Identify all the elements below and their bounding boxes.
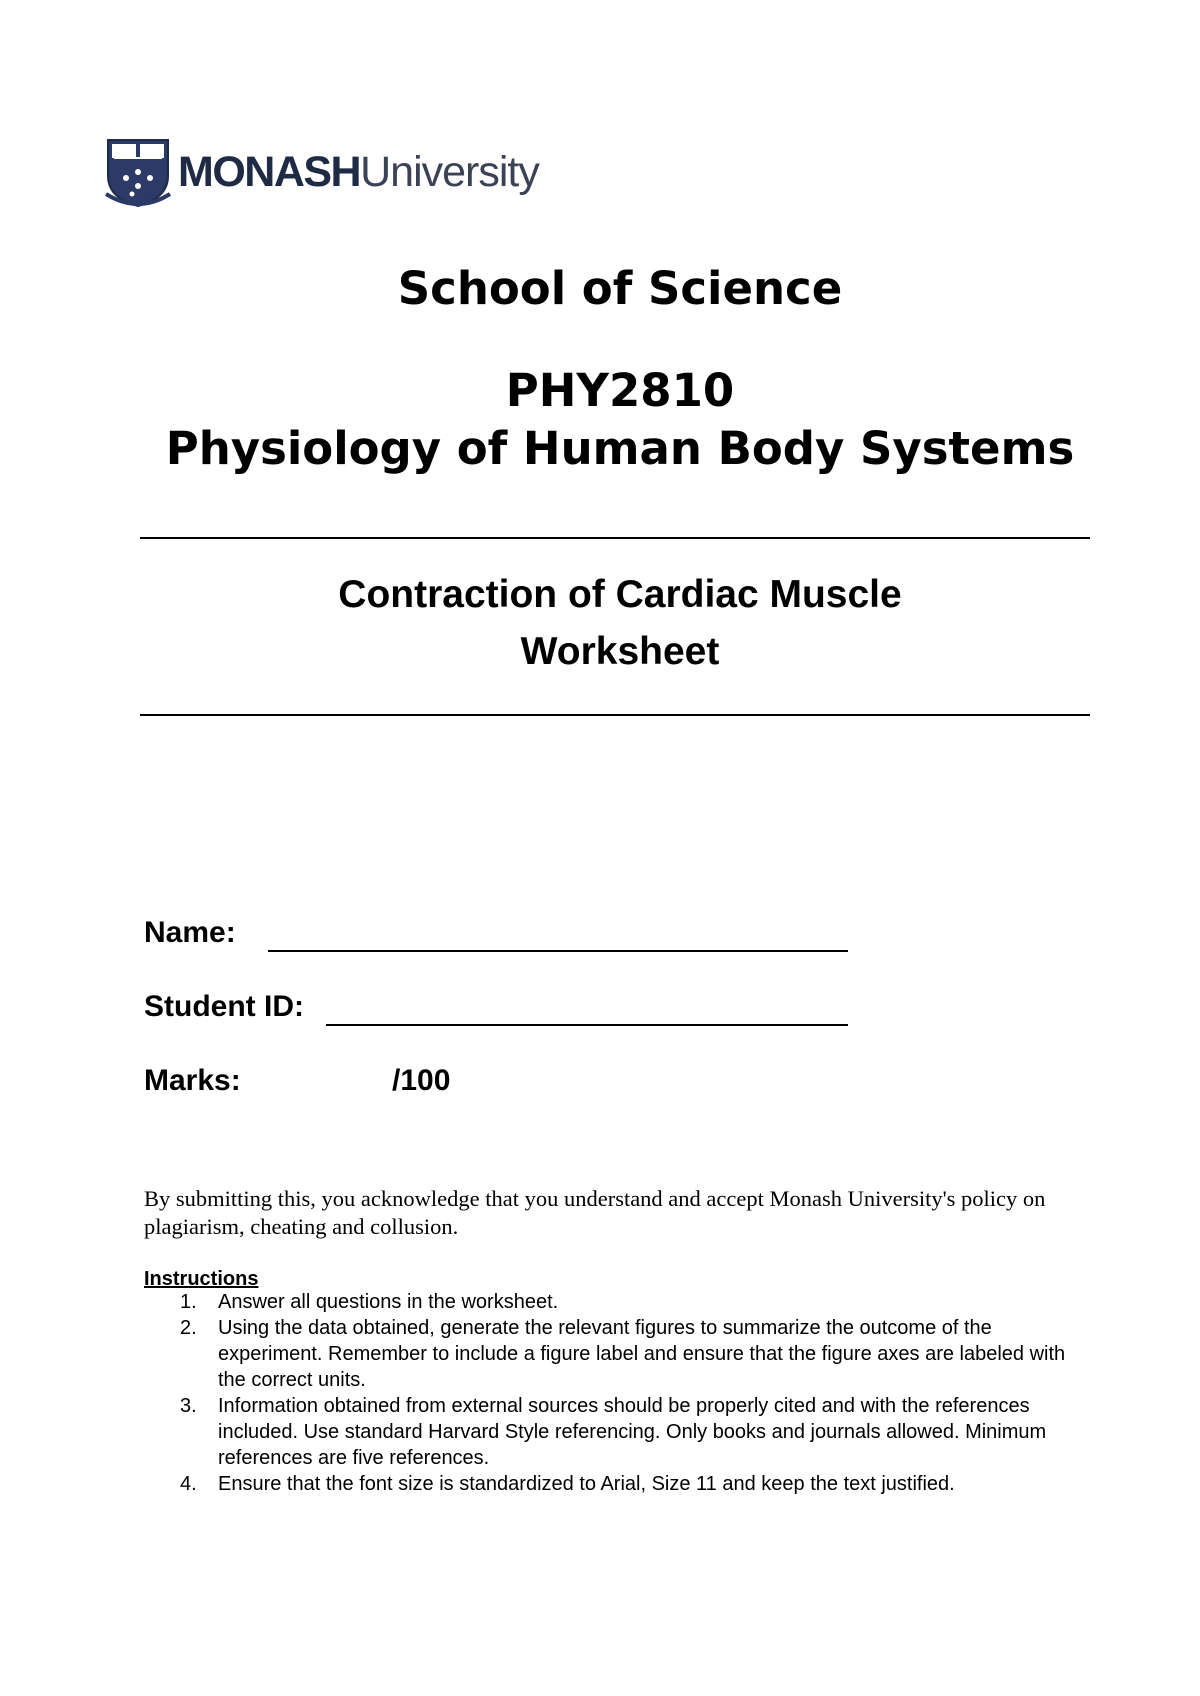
list-item bbox=[144, 1471, 1094, 1497]
worksheet-title: Contraction of Cardiac Muscle bbox=[338, 573, 902, 616]
logo-wordmark bbox=[178, 148, 539, 197]
student-id-label: Student ID: bbox=[144, 990, 304, 1023]
instructions-heading: Instructions bbox=[144, 1268, 259, 1290]
marks-field bbox=[144, 1064, 451, 1098]
list-item-text: Answer all questions in the worksheet. bbox=[218, 1291, 559, 1313]
bottom-divider bbox=[140, 714, 1090, 716]
list-item-number: 1. bbox=[180, 1291, 197, 1313]
list-item bbox=[144, 1315, 1094, 1393]
list-item-text: Ensure that the font size is standardized to Arial, Size 11 and keep the text justified. bbox=[218, 1473, 955, 1495]
unit-code: PHY2810 bbox=[505, 364, 735, 417]
list-item bbox=[144, 1289, 1094, 1315]
top-divider bbox=[140, 537, 1090, 539]
marks-label: Marks: bbox=[144, 1064, 241, 1097]
monash-logo bbox=[104, 136, 539, 208]
name-blank-line[interactable] bbox=[268, 916, 848, 952]
list-item-number: 2. bbox=[180, 1317, 197, 1339]
acknowledgement-text: By submitting this, you acknowledge that you understand and accept Monash University's policy on plagiarism, cheating and collusion. bbox=[144, 1186, 1046, 1239]
unit-name: Physiology of Human Body Systems bbox=[165, 422, 1075, 475]
monash-crest-icon bbox=[104, 136, 172, 208]
marks-total: /100 bbox=[392, 1064, 451, 1097]
worksheet-subtitle: Worksheet bbox=[520, 630, 720, 673]
list-item-number: 3. bbox=[180, 1395, 197, 1417]
list-item-text: Using the data obtained, generate the relevant figures to summarize the outcome of the experiment. Remember to include a figure label and ensure that the figure axes are labeled with the correct units. bbox=[218, 1317, 1066, 1391]
logo-brand-bold: MONASH bbox=[178, 147, 361, 196]
list-item-text: Information obtained from external sources should be properly cited and with the references included. Use standard Harvard Style referencing. Only books and journals allowed. Minimum references are five references. bbox=[218, 1395, 1047, 1469]
list-item-number: 4. bbox=[180, 1473, 197, 1495]
instructions-list bbox=[144, 1289, 1094, 1497]
student-id-field bbox=[144, 990, 304, 1024]
school-title: School of Science bbox=[397, 262, 843, 315]
student-id-blank-line[interactable] bbox=[326, 990, 848, 1026]
name-field bbox=[144, 916, 236, 950]
logo-brand-light: University bbox=[360, 147, 539, 196]
list-item bbox=[144, 1393, 1094, 1471]
name-label: Name: bbox=[144, 916, 236, 949]
